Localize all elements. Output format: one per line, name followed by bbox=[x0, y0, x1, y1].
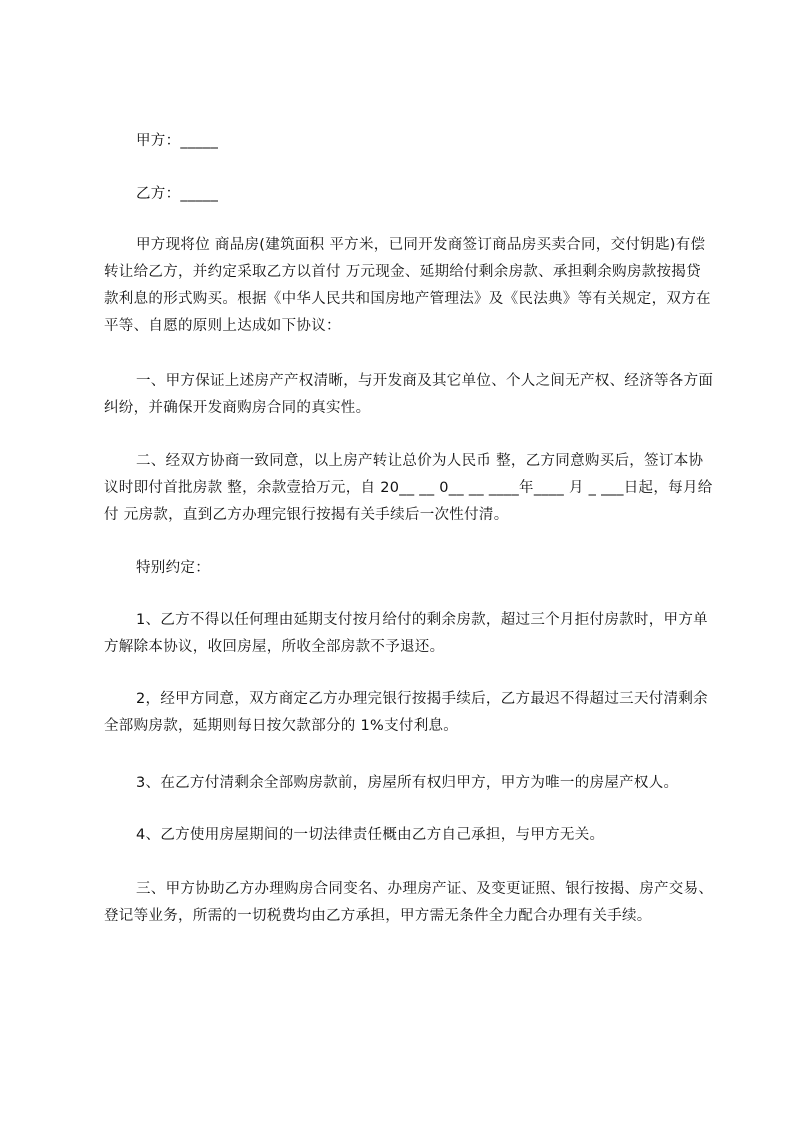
special-term-4: 4、乙方使用房屋期间的一切法律责任概由乙方自己承担，与甲方无关。 bbox=[136, 827, 605, 843]
intro-paragraph: 甲方现将位 商品房(建筑面积 平方米，已同开发商签订商品房买卖合同，交付钥匙)有偿转让给乙方，并约定采取乙方以首付 万元现金、延期给付剩余房款、承担剩余购房款按揭贷款利息的形式购买。根据《中华人民共和国房地产管理法》及《民法典》等有关规定，双方在平等、自愿的原则上达成如下协议： bbox=[104, 237, 711, 334]
special-term-1: 1、乙方不得以任何理由延期支付按月给付的剩余房款，超过三个月拒付房款时，甲方单方解除本协议，收回房屋，所收全部房款不予退还。 bbox=[104, 612, 708, 655]
party-b-line: 乙方：_____ bbox=[136, 186, 219, 202]
party-a-line: 甲方：_____ bbox=[136, 133, 219, 149]
clause-3-paragraph: 三、甲方协助乙方办理购房合同变名、办理房产证、及变更证照、银行按揭、房产交易、登记等业务，所需的一切税费均由乙方承担，甲方需无条件全力配合办理有关手续。 bbox=[104, 881, 714, 924]
clause-1-paragraph: 一、甲方保证上述房产产权清晰，与开发商及其它单位、个人之间无产权、经济等各方面纠纷，并确保开发商购房合同的真实性。 bbox=[104, 373, 714, 416]
special-term-3: 3、在乙方付清剩余全部购房款前，房屋所有权归甲方，甲方为唯一的房屋产权人。 bbox=[136, 775, 679, 791]
clause-2-paragraph: 二、经双方协商一致同意，以上房产转让总价为人民币 整，乙方同意购买后，签订本协议时即付首批房款 整，余款壹拾万元，自 20__ __ 0__ __ ____年____ 月 _ ___日起，每月给付 元房款，直到乙方办理完银行按揭有关手续后一次性付清。 bbox=[104, 453, 713, 523]
special-terms-heading: 特别约定： bbox=[136, 560, 210, 576]
special-term-2: 2，经甲方同意，双方商定乙方办理完银行按揭手续后，乙方最迟不得超过三天付清剩余全部购房款，延期则每日按欠款部分的 1%支付利息。 bbox=[104, 691, 708, 734]
